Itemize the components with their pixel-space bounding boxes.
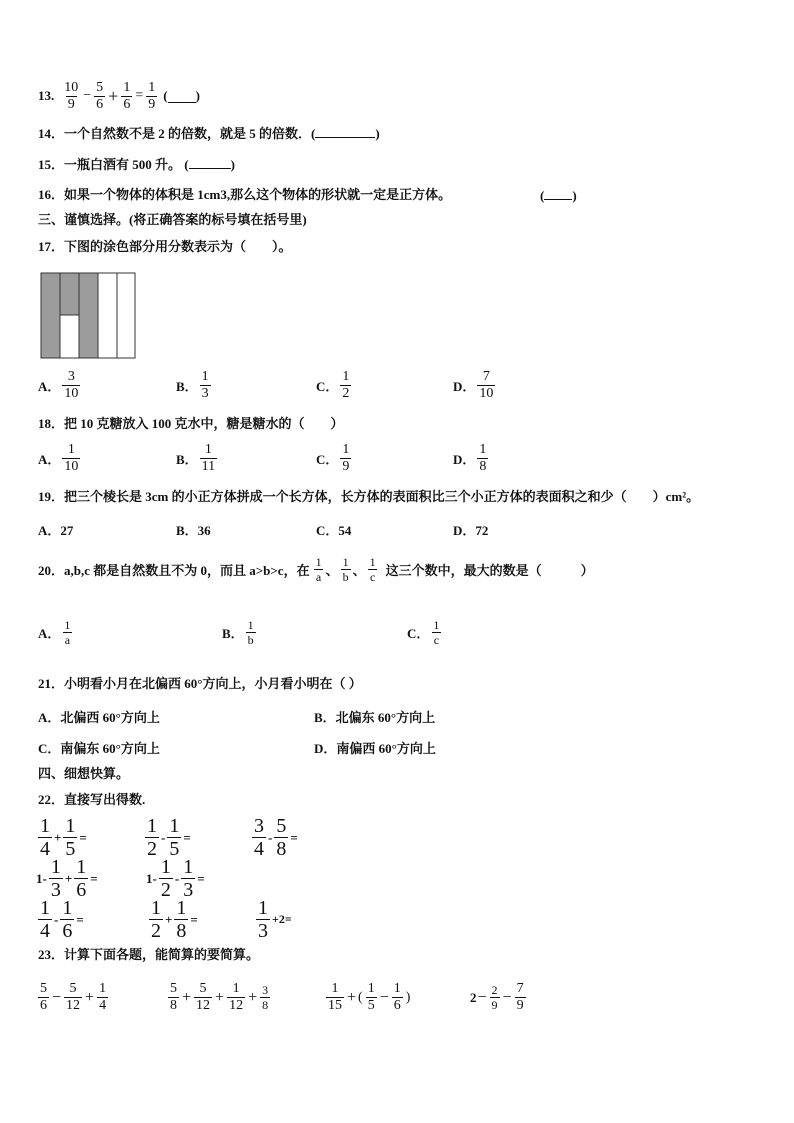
fraction (368, 556, 378, 583)
math-operator: = (79, 829, 87, 845)
math-operator: − (52, 988, 62, 1006)
numerator: 5 (170, 981, 177, 996)
numerator: 5 (96, 79, 104, 95)
option-label: B． (176, 452, 198, 467)
q22-item (254, 898, 292, 941)
q22-item (250, 816, 298, 859)
denominator: 6 (76, 879, 87, 901)
math-operator: + (182, 988, 192, 1006)
numerator: 10 (64, 79, 79, 95)
q21-option-c[interactable]: C．南偏东 60°方向上 (38, 741, 160, 756)
fraction (227, 982, 245, 1013)
math-operator: + (248, 988, 258, 1006)
math-operator: = (183, 829, 191, 845)
denominator: 2 (160, 879, 171, 901)
q23-expression-3 (324, 982, 411, 1013)
q21-option-b[interactable]: B．北偏东 60°方向上 (314, 710, 436, 725)
math-operator: + (215, 988, 225, 1006)
fraction (63, 816, 77, 859)
q23-expression-1 (36, 982, 110, 1013)
numerator: 1 (99, 981, 107, 996)
numerator: 1 (232, 981, 240, 996)
numerator: 1 (367, 981, 375, 996)
denominator: 2 (342, 386, 350, 401)
q22-item (36, 857, 98, 900)
math-operator: − (477, 988, 487, 1006)
q22-item (143, 816, 191, 859)
strip-2-top-shaded (60, 273, 79, 315)
denominator: 2 (147, 838, 157, 860)
numerator: 5 (199, 981, 207, 996)
denominator: a (315, 570, 322, 584)
shaded-figure (40, 272, 136, 359)
q17-option-a[interactable] (38, 370, 82, 401)
denominator: 4 (40, 838, 50, 860)
math-operator: + (64, 870, 73, 886)
option-label: 、 (325, 563, 339, 578)
question-19: 19．把三个棱长是 3cm 的小正方体拼成一个长方体，长方体的表面积比三个小正方体的表面积之和少（ ）cm²。 (38, 489, 700, 504)
q22-item (36, 816, 87, 859)
denominator: c (433, 633, 440, 647)
denominator: 10 (479, 386, 494, 401)
q20-option-c[interactable] (407, 619, 443, 646)
q17-option-c[interactable] (316, 370, 353, 401)
option-label: ( (163, 88, 168, 103)
q20-option-b[interactable] (222, 619, 258, 646)
option-label: 20．a,b,c 都是自然数且不为 0，而且 a>b>c，在 (38, 563, 310, 578)
strip-3-shaded (79, 273, 98, 358)
denominator: 12 (229, 998, 244, 1013)
denominator: 2 (151, 920, 161, 942)
denominator: 6 (62, 920, 73, 942)
numerator: 1 (147, 815, 157, 837)
fraction (260, 984, 270, 1011)
fraction (174, 898, 188, 941)
denominator: 9 (516, 998, 524, 1013)
math-operator: - (174, 870, 180, 886)
denominator: 5 (367, 998, 375, 1013)
fraction (326, 982, 344, 1013)
denominator: 3 (50, 879, 61, 901)
numerator: 7 (482, 369, 490, 384)
denominator: 15 (328, 998, 342, 1013)
numerator: 1 (50, 856, 61, 878)
math-operator: = (90, 870, 98, 886)
question-18: 18．把 10 克糖放入 100 克水中，糖是糖水的（ ） (38, 416, 344, 431)
fraction (74, 857, 88, 900)
option-label: C． (316, 379, 339, 394)
denominator: c (369, 570, 376, 584)
math-operator: − (379, 988, 389, 1006)
numerator: 1 (160, 856, 171, 878)
fraction (97, 982, 108, 1013)
fraction (62, 81, 80, 112)
numerator: 1 (433, 618, 440, 632)
denominator: 4 (99, 998, 107, 1013)
question-16-answer: ( ) (540, 188, 577, 203)
q22-item (147, 898, 198, 941)
fraction (167, 816, 181, 859)
fraction (60, 898, 74, 941)
q22-item (36, 898, 84, 941)
numerator: 1 (204, 442, 212, 457)
fraction (38, 898, 52, 941)
numerator: 1 (331, 981, 339, 996)
math-operator: 2 (470, 989, 477, 1005)
fraction (477, 443, 488, 474)
option-label: A． (38, 626, 61, 641)
q17-option-d[interactable] (453, 370, 497, 401)
question-14: 14．一个自然数不是 2 的倍数，就是 5 的倍数．( ) (38, 126, 380, 141)
math-operator: = (76, 911, 84, 927)
numerator: 1 (123, 79, 131, 95)
fraction (477, 370, 495, 401)
question-16: 16．如果一个物体的体积是 1cm3,那么这个物体的形状就一定是正方体。 (38, 187, 452, 202)
denominator: 3 (183, 879, 194, 901)
q23-expression-2 (166, 982, 272, 1013)
denominator: a (64, 633, 71, 647)
denominator: 9 (67, 96, 75, 112)
fraction (200, 443, 217, 474)
fraction (314, 556, 324, 583)
denominator: 11 (201, 459, 216, 474)
math-operator: = (190, 911, 198, 927)
numerator: 5 (69, 981, 77, 996)
numerator: 3 (262, 983, 269, 997)
denominator: 6 (123, 96, 131, 112)
denominator: 9 (342, 459, 350, 474)
section-3-heading: 三、谨慎选择。(将正确答案的标号填在括号里) (38, 212, 307, 227)
option-label: D． (453, 452, 476, 467)
q18-option-c[interactable] (316, 443, 353, 474)
answer-blank[interactable] (315, 125, 375, 138)
fraction (64, 982, 82, 1013)
answer-blank[interactable] (189, 156, 231, 169)
fraction (252, 816, 266, 859)
denominator: 10 (64, 386, 79, 401)
math-operator: + (85, 988, 95, 1006)
math-operator: = (290, 829, 298, 845)
numerator: 1 (148, 79, 156, 95)
q17-option-b[interactable] (176, 370, 213, 401)
denominator: 3 (258, 920, 268, 942)
numerator: 1 (201, 369, 209, 384)
option-label: C． (407, 626, 430, 641)
denominator: 4 (254, 838, 264, 860)
fraction (38, 982, 49, 1013)
fraction (194, 982, 212, 1013)
question-23: 23．计算下面各题，能简算的要简算。 (38, 947, 260, 962)
fraction (431, 619, 441, 646)
q18-option-a[interactable] (38, 443, 82, 474)
option-label: A． (38, 452, 61, 467)
numerator: 3 (254, 815, 264, 837)
denominator: 12 (66, 998, 81, 1013)
q19-option-c[interactable]: C．54 (316, 523, 352, 538)
fraction (149, 898, 163, 941)
math-operator: 1- (146, 870, 157, 886)
q22-item (146, 857, 205, 900)
question-17: 17．下图的涂色部分用分数表示为（ ）。 (38, 239, 292, 254)
numerator: 1 (247, 618, 254, 632)
fraction (94, 81, 105, 112)
fraction (159, 857, 173, 900)
numerator: 2 (491, 983, 498, 997)
denominator: 9 (148, 96, 156, 112)
numerator: 1 (369, 555, 376, 569)
q19-option-b[interactable]: B．36 (176, 523, 211, 538)
numerator: 5 (40, 981, 47, 996)
numerator: 5 (276, 815, 287, 837)
fraction (490, 984, 500, 1011)
numerator: 1 (76, 856, 87, 878)
numerator: 1 (342, 555, 349, 569)
numerator: 1 (40, 897, 50, 919)
fraction (49, 857, 63, 900)
numerator: 1 (64, 618, 71, 632)
math-operator: 1- (36, 870, 47, 886)
option-label: A． (38, 379, 61, 394)
option-label: D． (453, 379, 476, 394)
strip-1-shaded (41, 273, 60, 358)
question-number: 13. (38, 88, 55, 103)
section-4-heading: 四、细想快算。 (38, 766, 130, 781)
q21-option-d[interactable]: D．南偏西 60°方向上 (314, 741, 436, 756)
q18-option-b[interactable] (176, 443, 219, 474)
denominator: b (247, 633, 254, 647)
math-operator: + (165, 911, 173, 927)
question-15: 15．一瓶白酒有 500 升。 ( ) (38, 157, 235, 172)
denominator: 8 (176, 920, 187, 942)
strip-5 (117, 273, 135, 358)
math-operator: − (502, 988, 512, 1006)
question-13 (38, 80, 200, 112)
fraction (62, 370, 80, 401)
q19-option-d[interactable]: D．72 (453, 523, 489, 538)
fraction (340, 370, 351, 401)
answer-blank[interactable] (168, 90, 196, 103)
fraction (340, 443, 351, 474)
numerator: 1 (315, 555, 322, 569)
option-label: 、 (352, 563, 366, 578)
math-operator: + (347, 988, 357, 1006)
numerator: 1 (479, 442, 487, 457)
numerator: 1 (40, 815, 50, 837)
option-label: B． (176, 379, 198, 394)
answer-blank[interactable] (544, 187, 572, 200)
denominator: 8 (170, 998, 177, 1013)
math-operator: - (268, 829, 273, 845)
fraction (200, 370, 211, 401)
fraction (121, 81, 132, 112)
fraction (145, 816, 159, 859)
math-operator: + (108, 85, 119, 106)
numerator: 1 (393, 981, 401, 996)
fraction (146, 81, 157, 112)
numerator: 1 (342, 442, 350, 457)
math-operator: + (54, 829, 62, 845)
math-operator: − (83, 88, 92, 103)
denominator: 10 (64, 459, 79, 474)
denominator: 8 (276, 838, 287, 860)
q21-option-a[interactable]: A．北偏西 60°方向上 (38, 710, 160, 725)
question-20 (38, 556, 594, 583)
denominator: 8 (479, 459, 487, 474)
option-label: B． (222, 626, 244, 641)
math-operator: ( (358, 989, 363, 1005)
fraction (274, 816, 288, 859)
denominator: 5 (169, 838, 180, 860)
option-label: ) (195, 88, 200, 103)
fraction (341, 556, 351, 583)
option-label: 这三个数中，最大的数是（ ） (385, 563, 594, 578)
q23-expression-4 (470, 982, 528, 1013)
numerator: 1 (258, 897, 268, 919)
fraction (62, 619, 72, 646)
fraction (38, 816, 52, 859)
math-operator: ) (405, 989, 411, 1005)
denominator: 6 (40, 998, 47, 1013)
denominator: 4 (40, 920, 50, 942)
numerator: 7 (516, 981, 524, 996)
numerator: 1 (65, 815, 76, 837)
q18-option-d[interactable] (453, 443, 490, 474)
denominator: 5 (65, 838, 76, 860)
numerator: 1 (183, 856, 194, 878)
numerator: 1 (176, 897, 187, 919)
numerator: 1 (342, 369, 350, 384)
numerator: 1 (151, 897, 161, 919)
fraction (181, 857, 195, 900)
fraction (168, 982, 179, 1013)
fraction (366, 982, 377, 1013)
numerator: 1 (169, 815, 180, 837)
strip-2-bottom (60, 315, 79, 358)
fraction (392, 982, 403, 1013)
fraction (246, 619, 256, 646)
math-operator: = (135, 88, 144, 103)
fraction (515, 982, 526, 1013)
math-operator: - (161, 829, 166, 845)
denominator: 12 (196, 998, 211, 1013)
math-operator: - (54, 911, 59, 927)
question-22: 22．直接写出得数. (38, 792, 146, 807)
denominator: 9 (491, 998, 498, 1012)
denominator: b (342, 570, 349, 584)
math-operator: = (197, 870, 205, 886)
math-operator: +2= (272, 912, 292, 926)
fraction (256, 898, 270, 941)
option-label: C． (316, 452, 339, 467)
fraction (62, 443, 80, 474)
q19-option-a[interactable]: A．27 (38, 523, 74, 538)
numerator: 3 (67, 369, 75, 384)
numerator: 1 (62, 897, 73, 919)
numerator: 1 (67, 442, 75, 457)
denominator: 6 (393, 998, 401, 1013)
denominator: 6 (96, 96, 104, 112)
question-21: 21．小明看小月在北偏西 60°方向上，小月看小明在（ ） (38, 676, 362, 691)
denominator: 3 (201, 386, 209, 401)
denominator: 8 (262, 998, 269, 1012)
q20-option-a[interactable] (38, 619, 74, 646)
strip-4 (98, 273, 117, 358)
